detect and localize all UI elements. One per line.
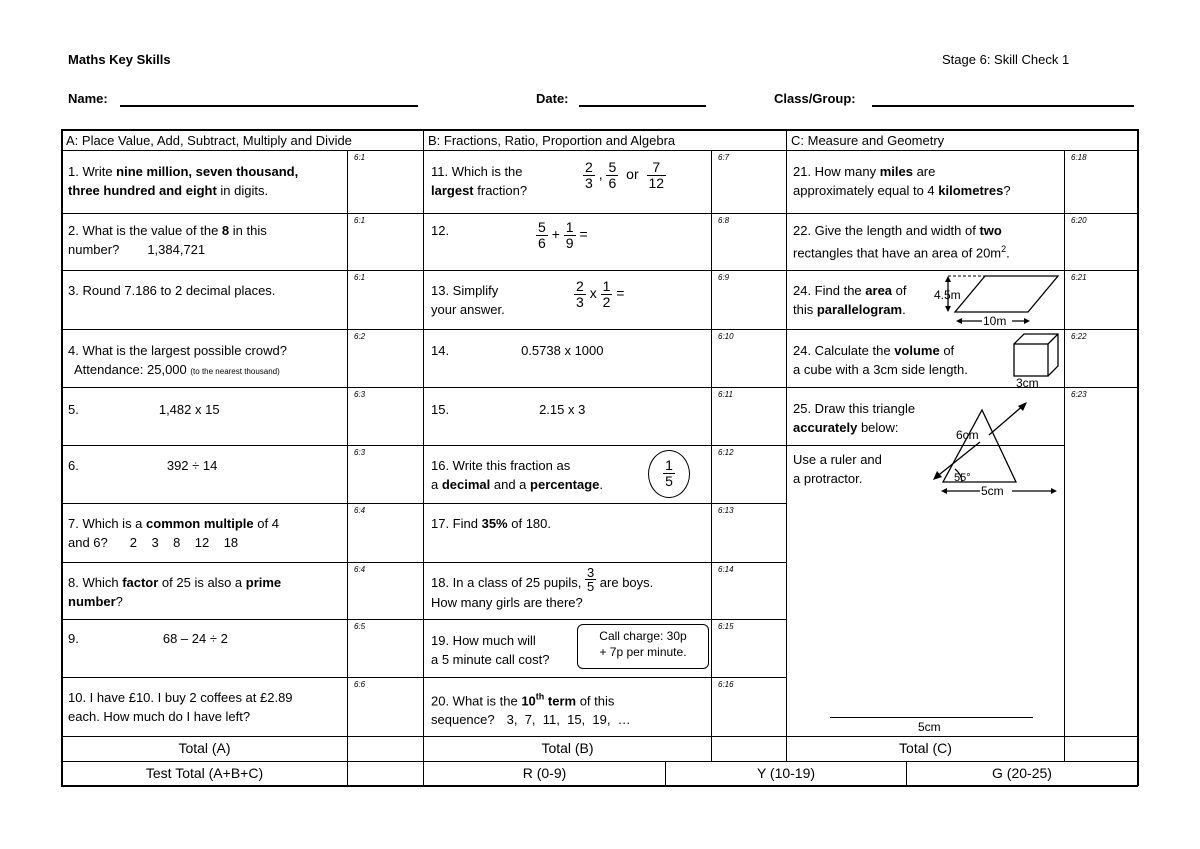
test-total-label: Test Total (A+B+C) — [145, 765, 264, 781]
question-10: 10. I have £10. I buy 2 coffees at £2.89 each. How much do I have left? — [68, 690, 293, 724]
question-7: 7. Which is a common multiple of 4 and 6? 2 3 8 12 18 — [68, 516, 279, 550]
skill-ref-22: 6:20 — [1071, 216, 1087, 225]
parallelogram-diagram — [930, 272, 1064, 328]
skill-ref-15: 6:11 — [718, 390, 733, 399]
total-b-label: Total (B) — [541, 740, 594, 756]
skill-ref-20: 6:16 — [718, 680, 734, 689]
call-charge-box: Call charge: 30p + 7p per minute. — [577, 624, 709, 669]
cube-diagram — [1010, 330, 1064, 388]
skill-ref-17: 6:13 — [718, 506, 734, 515]
name-label: Name: — [68, 91, 108, 106]
question-12-expression: $\frac{5}{6}$ + $\frac{1}{9}$ = — [538, 219, 588, 251]
question-22: 22. Give the length and width of two rectangles that have an area of $20m^2$. — [793, 223, 1010, 261]
rating-green: G (20-25) — [992, 765, 1052, 781]
question-15: 15. 2.15 x 3 — [431, 402, 586, 417]
date-field[interactable] — [579, 105, 706, 107]
question-13-expression: $\frac{2}{3}$ x $\frac{1}{2}$ = — [576, 278, 625, 310]
drawn-baseline — [830, 717, 1033, 718]
skill-ref-6: 6:3 — [354, 448, 366, 457]
question-5: 5. 1,482 x 15 — [68, 402, 220, 417]
class-label: Class/Group: — [774, 91, 856, 106]
drawn-baseline-label: 5cm — [918, 720, 941, 734]
fraction-set-11: $\frac{2}{3}$ , $\frac{5}{6}$ or $\frac{7}{12}$ — [585, 159, 665, 191]
stage-title: Stage 6: Skill Check 1 — [942, 52, 1070, 67]
triangle-side-label: 6cm — [956, 428, 979, 442]
question-4: 4. What is the largest possible crowd? Attendance: 25,000 (to the nearest thousand) — [68, 343, 287, 377]
question-14: 14. 0.5738 x 1000 — [431, 343, 604, 358]
column-b-header: B: Fractions, Ratio, Proportion and Algebra — [428, 133, 676, 148]
skill-ref-11: 6:7 — [718, 153, 730, 162]
triangle-base-label: 5cm — [981, 484, 1004, 498]
skill-ref-9: 6:5 — [354, 622, 366, 631]
skill-ref-2: 6:1 — [354, 216, 366, 225]
question-3: 3. Round 7.186 to 2 decimal places. — [68, 283, 276, 298]
rating-red: R (0-9) — [522, 765, 567, 781]
question-19: 19. How much will a 5 minute call cost? — [431, 633, 550, 667]
triangle-angle-label: 55° — [954, 472, 971, 484]
skill-ref-19: 6:15 — [718, 622, 734, 631]
question-16: 16. Write this fraction as a decimal and a percentage. — [431, 458, 604, 492]
question-11: 11. Which is the largest fraction? — [431, 164, 528, 198]
skill-ref-3: 6:1 — [354, 273, 366, 282]
total-a-box[interactable] — [348, 737, 422, 760]
skill-ref-12: 6:8 — [718, 216, 730, 225]
question-20: 20. What is the 10th term of this sequence? 3, 7, 11, 15, 19, … — [431, 692, 631, 728]
total-c-label: Total (C) — [899, 740, 952, 756]
skill-ref-21: 6:18 — [1071, 153, 1087, 162]
column-a-header: A: Place Value, Add, Subtract, Multiply and Divide — [66, 133, 352, 148]
question-9: 9. 68 – 24 ÷ 2 — [68, 631, 228, 646]
skill-ref-13: 6:9 — [718, 273, 730, 282]
question-18: 18. In a class of 25 pupils, $\frac{3}{5}$ are boys. How many girls are there? — [431, 565, 654, 611]
question-1: 1. Write nine million, seven thousand, three hundred and eight in digits. — [68, 164, 299, 198]
total-c-box[interactable] — [1065, 737, 1136, 760]
parallelogram-height-label: 4.5m — [934, 288, 961, 302]
skill-ref-1: 6:1 — [354, 153, 366, 162]
skill-ref-10: 6:6 — [354, 680, 366, 689]
fraction-5-6: $\frac{5}{6}$ — [608, 159, 617, 191]
name-field[interactable] — [120, 105, 418, 107]
subject-title: Maths Key Skills — [68, 52, 171, 67]
question-25-instructions: Use a ruler and a protractor. — [793, 452, 882, 486]
fraction-2-3: $\frac{2}{3}$ — [585, 159, 593, 191]
date-label: Date: — [536, 91, 569, 106]
question-13: 13. Simplify your answer. — [431, 283, 505, 317]
skill-ref-23: 6:21 — [1071, 273, 1087, 282]
answer-box-1[interactable] — [348, 151, 422, 212]
skill-ref-25: 6:23 — [1071, 390, 1087, 399]
question-23: 24. Find the area of this parallelogram. — [793, 283, 907, 317]
question-17: 17. Find 35% of 180. — [431, 516, 551, 531]
fraction-circle-16: $\frac{1}{5}$ — [648, 450, 690, 498]
question-2: 2. What is the value of the 8 in this number? 1,384,721 — [68, 223, 267, 257]
skill-ref-5: 6:3 — [354, 390, 366, 399]
question-21: 21. How many miles are approximately equal to 4 kilometres? — [793, 164, 1011, 198]
fraction-7-12: $\frac{7}{12}$ — [648, 159, 665, 191]
parallelogram-base-label: 10m — [983, 314, 1007, 328]
total-b-box[interactable] — [712, 737, 785, 760]
question-8: 8. Which factor of 25 is also a prime number? — [68, 575, 282, 609]
question-6: 6. 392 ÷ 14 — [68, 458, 218, 473]
skill-ref-7: 6:4 — [354, 506, 366, 515]
question-24: 24. Calculate the volume of a cube with a 3cm side length. — [793, 343, 968, 377]
skill-ref-8: 6:4 — [354, 565, 366, 574]
skill-ref-24: 6:22 — [1071, 332, 1087, 341]
test-total-box[interactable] — [348, 762, 422, 785]
skill-ref-4: 6:2 — [354, 332, 366, 341]
cube-side-label: 3cm — [1016, 376, 1039, 388]
question-25: 25. Draw this triangle accurately below: — [793, 401, 916, 435]
total-a-label: Total (A) — [178, 740, 231, 756]
class-field[interactable] — [872, 105, 1134, 107]
triangle-drawing-area[interactable] — [790, 446, 1064, 716]
rating-yellow: Y (10-19) — [756, 765, 816, 781]
skill-ref-14: 6:10 — [718, 332, 734, 341]
question-12-number: 12. — [431, 223, 450, 238]
column-c-header: C: Measure and Geometry — [791, 133, 945, 148]
skill-ref-16: 6:12 — [718, 448, 734, 457]
skill-ref-18: 6:14 — [718, 565, 734, 574]
